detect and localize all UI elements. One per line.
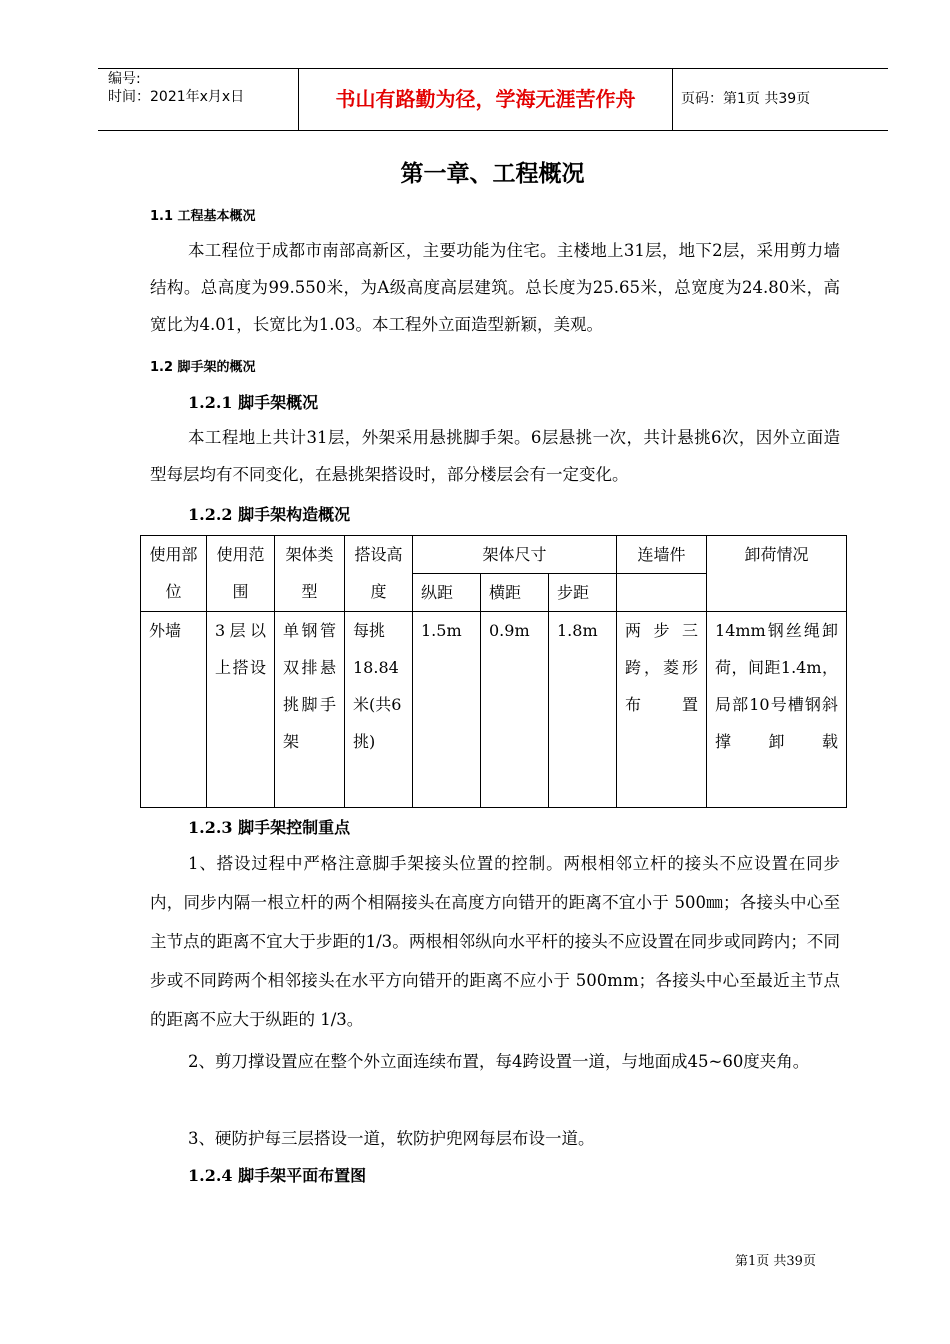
header-cell: 使用范围 bbox=[207, 536, 275, 612]
section-heading-1-1: 1.1 工程基本概况 bbox=[150, 209, 256, 224]
table-cell: 每挑18.84米(共6挑) bbox=[345, 612, 413, 808]
paragraph-control-point-3: 3、硬防护每三层搭设一道，软防护兜网每层布设一道。 bbox=[188, 1129, 595, 1148]
header-cell: 步距 bbox=[549, 574, 617, 612]
paragraph-scaffold-overview: 本工程地上共计31层，外架采用悬挑脚手架。6层悬挑一次，共计悬挑6次，因外立面造型每层均有不同变化，在悬挑架搭设时，部分楼层会有一定变化。 bbox=[150, 428, 840, 484]
table-cell: 1.5m bbox=[413, 612, 481, 808]
subsection-heading-1-2-3: 1.2.3 脚手架控制重点 bbox=[188, 818, 351, 837]
header-cell: 搭设高度 bbox=[345, 536, 413, 612]
header-cell: 卸荷情况 bbox=[707, 536, 847, 612]
subsection-heading-1-2-2: 1.2.2 脚手架构造概况 bbox=[188, 505, 351, 524]
header-cell: 纵距 bbox=[413, 574, 481, 612]
header-page-label: 页码：第1页 共39页 bbox=[681, 91, 811, 107]
page-header bbox=[98, 68, 888, 131]
section-heading-1-2: 1.2 脚手架的概况 bbox=[150, 360, 256, 375]
header-motto: 书山有路勤为径，学海无涯苦作舟 bbox=[335, 87, 636, 111]
table-cell: 两步三跨，菱形布置 bbox=[617, 612, 707, 808]
table-cell: 14mm钢丝绳卸荷，间距1.4m，局部10号槽钢斜撑卸载 bbox=[707, 612, 847, 808]
paragraph-project-overview: 本工程位于成都市南部高新区，主要功能为住宅。主楼地上31层，地下2层，采用剪力墙结构。总高度为99.550米，为A级高度高层建筑。总长度为25.65米，总宽度为24.80米，高宽比为4.01，长宽比为1.03。本工程外立面造型新颖，美观。 bbox=[150, 241, 840, 334]
header-cell: 连墙件 bbox=[617, 536, 707, 574]
header-meta bbox=[98, 69, 298, 130]
table-cell: 单钢管双排悬挑脚手架 bbox=[275, 612, 345, 808]
header-cell: 架体类型 bbox=[275, 536, 345, 612]
time-label: 时间：2021年x月x日 bbox=[108, 89, 245, 105]
table-row bbox=[141, 612, 847, 808]
paragraph-control-point-1: 1、搭设过程中严格注意脚手架接头位置的控制。两根相邻立杆的接头不应设置在同步内，同步内隔一根立杆的两个相隔接头在高度方向错开的距离不宜小于 500㎜；各接头中心至主节点的距离不宜大于步距的1/3。两根相邻纵向水平杆的接头不应设置在同步或同跨内；不同步或不同跨两个相邻接头在水平方向错开的距离不应小于 500mm；各接头中心至最近主节点的距离不应大于纵距的 1/3。 bbox=[150, 854, 840, 1029]
scaffold-spec-table bbox=[140, 535, 847, 808]
table-cell: 3层以上搭设 bbox=[207, 612, 275, 808]
table-cell: 1.8m bbox=[549, 612, 617, 808]
header-cell-empty bbox=[617, 574, 707, 612]
table-header-row bbox=[141, 536, 847, 574]
subsection-heading-1-2-4: 1.2.4 脚手架平面布置图 bbox=[188, 1166, 367, 1185]
chapter-title: 第一章、工程概况 bbox=[400, 161, 585, 187]
paragraph-control-point-2: 2、剪刀撑设置应在整个外立面连续布置，每4跨设置一道，与地面成45~60度夹角。 bbox=[188, 1052, 810, 1071]
header-divider bbox=[672, 69, 673, 130]
serial-label: 编号: bbox=[108, 71, 141, 87]
header-cell: 横距 bbox=[481, 574, 549, 612]
subsection-heading-1-2-1: 1.2.1 脚手架概况 bbox=[188, 393, 319, 412]
table-cell: 外墙 bbox=[141, 612, 207, 808]
header-cell: 使用部位 bbox=[141, 536, 207, 612]
header-cell: 架体尺寸 bbox=[413, 536, 617, 574]
table-cell: 0.9m bbox=[481, 612, 549, 808]
page-number: 第1页 共39页 bbox=[735, 1254, 816, 1269]
